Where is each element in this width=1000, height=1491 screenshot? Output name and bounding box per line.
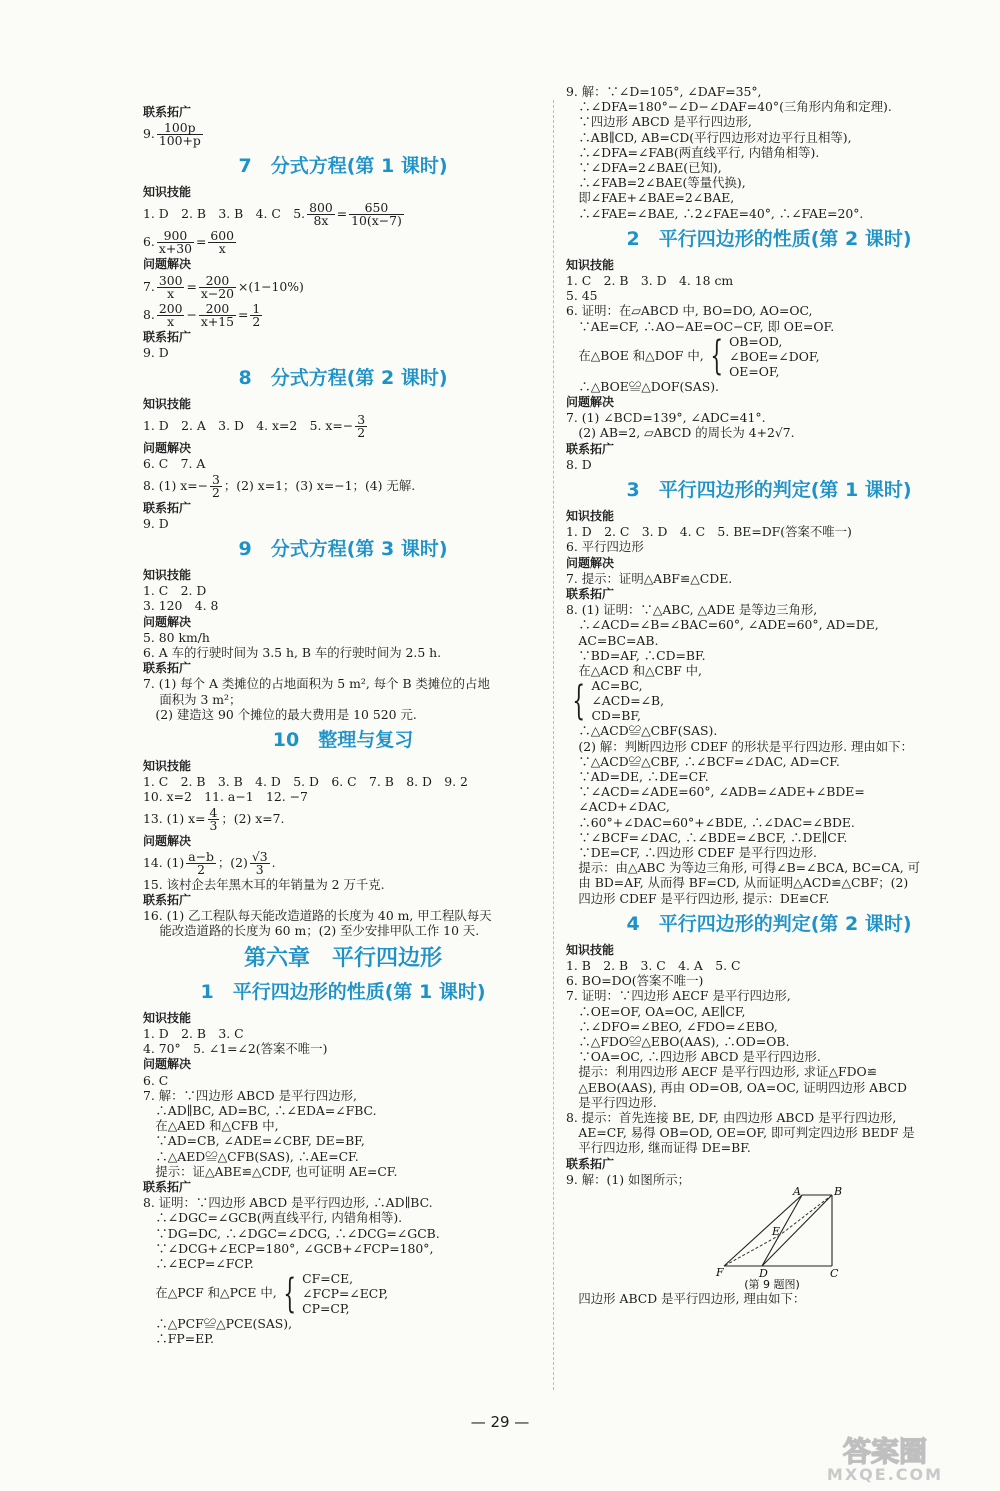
numerator: 600 — [210, 228, 235, 244]
numerator: 200 — [199, 275, 236, 288]
answer-line: ∵∠DFA=2∠BAE(已知), — [566, 160, 722, 176]
answer-line: 1. C 2. B 3. D 4. 18 cm — [566, 273, 734, 289]
answer-line: ∴△ACD≌△CBF(SAS). — [566, 723, 718, 739]
answer-line: AE=CF, 易得 OB=OD, OE=OF, 即可判定四边形 BEDF 是 — [566, 1125, 915, 1141]
brace-symbol: { — [572, 677, 586, 724]
denominator: 2 — [197, 861, 205, 877]
numerator: 3 — [212, 471, 220, 487]
subheading: 联系拓广 — [143, 105, 192, 119]
answer-line: 15. 该村企去年黑木耳的年销量为 2 万千克. — [143, 876, 385, 892]
denominator: x+30 — [158, 241, 192, 257]
answer-label: 9. — [143, 126, 155, 142]
denominator: 3 — [209, 817, 218, 833]
answer-line — [143, 805, 543, 833]
answer-line: ∴△PCF≌△PCE(SAS), — [143, 1316, 293, 1332]
answer-line: ∴AB∥CD, AB=CD(平行四边形对边平行且相等), — [566, 129, 852, 145]
brace-item: CP=CP, — [302, 1301, 350, 1317]
answer-line: ∴AD∥BC, AD=BC, ∴∠EDA=∠FBC. — [143, 1102, 377, 1118]
answer-line: 提示：证△ABE≌△CDF, 也可证明 AE=CF. — [143, 1163, 398, 1179]
subheading: 问题解决 — [143, 257, 192, 272]
answer-line: ∴OE=OF, OA=OC, AE∥CF, — [566, 1003, 746, 1019]
answer-line: 1. C 2. D — [143, 583, 207, 599]
answer-line: ∴∠FAE=∠BAE, ∴2∠FAE=40°, ∴∠FAE=20°. — [566, 205, 864, 221]
answer-line: (2) 解：判断四边形 CDEF 的形状是平行四边形. 理由如下： — [566, 738, 913, 754]
brace-item: ∠FCP=∠ECP, — [302, 1286, 389, 1302]
answer-tail: . — [271, 854, 276, 870]
watermark-domain: MXQE.COM — [826, 1465, 944, 1484]
equals: = — [238, 306, 249, 322]
answer-line: 6. 平行四边形 — [566, 539, 644, 555]
numerator: 650 — [349, 202, 404, 215]
answer-line: ∵DG=DC, ∴∠DGC=∠DCG, ∴∠DCG=∠GCB. — [143, 1225, 440, 1241]
answer-line: 提示：由△ABC 为等边三角形, 可得∠B=∠BCA, BC=CA, 可 — [566, 860, 920, 876]
fraction — [157, 272, 185, 301]
answer-line: ∵AE=CF, ∴AO−AE=OC−CF, 即 OE=OF. — [566, 318, 835, 334]
denominator: 2 — [357, 425, 366, 441]
equals: = — [195, 234, 207, 250]
section-title: 4 平行四边形的判定(第 2 课时) — [626, 912, 912, 935]
column-divider — [553, 100, 554, 1390]
answer-tail: ×(1−10%) — [238, 278, 304, 294]
subheading: 联系拓广 — [566, 587, 615, 602]
answer-line: 1. D 2. C 3. D 4. C 5. BE=DF(答案不唯一) — [566, 524, 852, 540]
answer-line: 5. 45 — [566, 288, 598, 304]
fraction — [250, 300, 262, 329]
fraction — [157, 230, 194, 255]
left-column — [143, 104, 543, 1347]
subheading: 知识技能 — [143, 1010, 192, 1025]
answer-line: ∴△BOE≌△DOF(SAS). — [566, 378, 719, 394]
answer-label: 8. — [143, 306, 155, 322]
answer-line: 7. 证明：∵四边形 AECF 是平行四边形, — [566, 988, 791, 1004]
numerator: 800 — [309, 200, 333, 216]
numerator: 300 — [158, 272, 183, 288]
denominator: 2 — [252, 313, 261, 329]
answer-line: ∵∠DCG+∠ECP=180°, ∠GCB+∠FCP=180°, — [143, 1240, 434, 1256]
answer-line: 面积为 3 m²； — [143, 691, 242, 707]
section-title: 10 整理与复习 — [272, 729, 414, 752]
answer-text: 8. (1) x=− — [143, 477, 209, 493]
answer-line: 在△ACD 和△CBF 中, — [566, 663, 702, 679]
answer-line: 8. D — [566, 456, 592, 472]
answer-line: 由 BD=AF, 从而得 BF=CD, 从而证明△ACD≌△CBF；(2) — [566, 875, 909, 891]
answer-line: ∵四边形 ABCD 是平行四边形, — [566, 114, 752, 130]
label-E: E — [772, 1224, 781, 1238]
answer-line: 16. (1) 乙工程队每天能改造道路的长度为 40 m, 甲工程队每天 — [143, 908, 492, 924]
denominator: 3 — [255, 861, 264, 877]
answer-line: ∴△FDO≌△EBO(AAS), ∴OD=OB. — [566, 1033, 790, 1049]
subheading: 知识技能 — [143, 397, 192, 412]
answer-line: ∴60°+∠DAC=60°+∠BDE, ∴∠DAC=∠BDE. — [566, 814, 855, 830]
answer-tail: ；(2) x=1；(3) x=−1；(4) 无解. — [223, 477, 416, 493]
brace-item: OE=OF, — [729, 363, 780, 379]
watermark-logo — [780, 1432, 990, 1484]
answer-line: 1. B 2. B 3. C 4. A 5. C — [566, 957, 741, 973]
label-D: D — [759, 1266, 768, 1280]
answer-line: 7. 解：∵四边形 ABCD 是平行四边形, — [143, 1087, 357, 1103]
figure-caption: (第 9 题图) — [744, 1277, 800, 1291]
fraction — [208, 804, 220, 833]
right-column — [566, 84, 972, 1306]
numerator: 4 — [209, 804, 218, 820]
answer-line — [143, 228, 543, 256]
answer-line: 6. BO=DO(答案不唯一) — [566, 973, 704, 989]
answer-line: 5. 80 km/h — [143, 629, 210, 645]
dashed-segment-EF — [724, 1235, 780, 1266]
brace-system — [566, 334, 972, 379]
numerator: 200 — [199, 303, 236, 316]
answer-line: 提示：利用四边形 AECF 是平行四边形, 求证△FDO≌ — [566, 1064, 878, 1080]
subheading: 联系拓广 — [566, 441, 615, 456]
answer-line — [143, 120, 543, 148]
denominator: 2 — [212, 484, 220, 500]
brace-item: CD=BF, — [591, 708, 641, 724]
subheading: 知识技能 — [143, 185, 192, 200]
denominator: x — [167, 285, 175, 301]
answer-line: 是平行四边形. — [566, 1094, 657, 1110]
numerator: 3 — [357, 412, 366, 428]
watermark-graphic — [780, 1432, 990, 1484]
answer-line: ∴FP=EP. — [143, 1331, 214, 1347]
section-title: 2 平行四边形的性质(第 2 课时) — [626, 227, 912, 250]
brace-lead: 在△PCF 和△PCE 中, — [143, 1285, 277, 1301]
fraction — [210, 471, 222, 500]
subheading: 知识技能 — [566, 942, 615, 957]
answer-line: ∵AD=DE, ∴DE=CF. — [566, 768, 709, 784]
label-F: F — [716, 1265, 724, 1279]
answer-line: 8. 提示：首先连接 BE, DF, 由四边形 ABCD 是平行四边形, — [566, 1109, 897, 1125]
answer-line: 四边形 ABCD 是平行四边形, 理由如下： — [566, 1290, 806, 1306]
answer-line: 1. C 2. B 3. B 4. D 5. D 6. C 7. B 8. D 9. 2 — [143, 774, 468, 790]
answer-text: 1. D 2. B 3. B 4. C 5. — [143, 206, 306, 222]
brace-symbol: { — [710, 333, 723, 380]
operator: − — [186, 306, 197, 322]
brace-system — [566, 678, 972, 723]
denominator: 8x — [313, 213, 329, 229]
fraction — [157, 122, 203, 147]
section-title: 1 平行四边形的性质(第 1 课时) — [200, 980, 486, 1003]
subheading: 问题解决 — [143, 833, 192, 848]
answer-line: 8. 证明：∵四边形 ABCD 是平行四边形, ∴AD∥BC. — [143, 1195, 433, 1211]
segment-AD — [762, 1195, 802, 1266]
parallelogram-diagram — [566, 1187, 972, 1291]
answer-line: ∴∠ACD=∠B=∠BAC=60°, ∠ADE=60°, AD=DE, — [566, 617, 879, 633]
answer-line: ∵∠BCF=∠DAC, ∴∠BDE=∠BCF, ∴DE∥CF. — [566, 829, 848, 845]
brace-item: ∠ACD=∠B, — [591, 693, 665, 709]
fraction — [307, 202, 335, 227]
answer-line — [143, 849, 543, 877]
brace-item: OB=OD, — [729, 333, 783, 349]
brace-lead: 在△BOE 和△DOF 中, — [566, 347, 704, 363]
subheading: 联系拓广 — [143, 1179, 192, 1194]
subheading: 联系拓广 — [143, 661, 192, 676]
answer-line: 9. 解：(1) 如图所示； — [566, 1171, 690, 1187]
watermark-logo-text: 答案圈 — [842, 1435, 928, 1468]
answer-line: ∵∠ACD=∠ADE=60°, ∠ADB=∠ADE+∠BDE= — [566, 784, 865, 800]
answer-line: (2) 建造这 90 个摊位的最大费用是 10 520 元. — [143, 706, 417, 722]
section-title: 9 分式方程(第 3 课时) — [238, 538, 448, 561]
answer-line: 10. x=2 11. a−1 12. −7 — [143, 789, 308, 805]
numerator: 100p — [157, 122, 203, 135]
answer-line: 9. 解：∵∠D=105°, ∠DAF=35°, — [566, 84, 762, 99]
answer-line: 9. D — [143, 515, 169, 531]
label-C: C — [830, 1266, 839, 1280]
subheading: 联系拓广 — [143, 893, 192, 908]
answer-line: ∴∠DFA=180°−∠D−∠DAF=40°(三角形内角和定理). — [566, 99, 892, 115]
section-title: 8 分式方程(第 2 课时) — [238, 367, 448, 390]
numerator: a−b — [188, 848, 214, 864]
denominator: x — [167, 313, 175, 329]
answer-line: ∵DE=CF, ∴四边形 CDEF 是平行四边形. — [566, 844, 817, 860]
answer-line: 4. 70° 5. ∠1=∠2(答案不唯一) — [143, 1041, 328, 1057]
answer-line: 9. D — [143, 344, 169, 360]
answer-line: ∴∠ECP=∠FCP. — [143, 1255, 254, 1271]
subheading: 联系拓广 — [566, 1156, 615, 1171]
answer-line: 6. A 车的行驶时间为 3.5 h, B 车的行驶时间为 2.5 h. — [143, 645, 442, 661]
answer-line: 1. D 2. B 3. C — [143, 1025, 244, 1041]
answer-line: (2) AB=2, ▱ABCD 的周长为 4+2√7. — [566, 425, 795, 441]
subheading: 知识技能 — [143, 568, 192, 583]
answer-line: 四边形 CDEF 是平行四边形, 提示：DE≌CF. — [566, 890, 830, 906]
dashed-segment-BE — [780, 1195, 832, 1235]
answer-line — [143, 472, 543, 500]
numerator: 200 — [158, 300, 183, 316]
answer-line: 7. (1) ∠BCD=139°, ∠ADC=41°. — [566, 410, 766, 426]
subheading: 知识技能 — [566, 257, 615, 272]
answer-line: 6. C 7. A — [143, 456, 206, 472]
answer-line: 在△AED 和△CFB 中, — [143, 1118, 279, 1134]
answer-line: ∵△ACD≌△CBF, ∴∠BCF=∠DAC, AD=CF. — [566, 753, 840, 769]
answer-line: ∴∠DFA=∠FAB(两直线平行, 内错角相等). — [566, 144, 820, 160]
subheading: 联系拓广 — [143, 500, 192, 515]
answer-line: ∠ACD+∠DAC, — [566, 799, 670, 815]
answer-line: 能改造道路的长度为 60 m；(2) 至少安排甲队工作 10 天. — [143, 923, 480, 939]
answer-line: ∴∠FAB=2∠BAE(等量代换), — [566, 175, 746, 191]
figure-9 — [566, 1187, 972, 1291]
answer-line: 6. C — [143, 1072, 169, 1088]
answer-line — [143, 412, 543, 440]
subheading: 问题解决 — [143, 614, 192, 629]
denominator: x−20 — [200, 285, 235, 301]
denominator: x — [218, 241, 226, 257]
label-A: A — [793, 1186, 801, 1198]
brace-item: AC=BC, — [591, 678, 643, 694]
label-B: B — [834, 1186, 843, 1198]
segment-AF — [724, 1195, 802, 1266]
answer-line: ∵OA=OC, ∴四边形 ABCD 是平行四边形. — [566, 1049, 821, 1065]
fraction — [355, 414, 367, 439]
answer-line: ∵AD=CB, ∠ADE=∠CBF, DE=BF, — [143, 1133, 365, 1149]
answer-line: 7. (1) 每个 A 类摊位的占地面积为 5 m², 每个 B 类摊位的占地 — [143, 676, 490, 692]
answer-mid: ；(2) — [217, 854, 248, 870]
subheading: 联系拓广 — [143, 329, 192, 344]
answer-line: ∵BD=AF, ∴CD=BF. — [566, 647, 706, 663]
answer-line: △EBO(AAS), 再由 OD=OB, OA=OC, 证明四边形 ABCD — [566, 1079, 907, 1095]
answer-line: 即∠FAE+∠BAE=2∠BAE, — [566, 190, 735, 206]
numerator: 1 — [252, 300, 261, 316]
answer-line — [143, 273, 543, 301]
page-number: — 29 — — [470, 1413, 530, 1431]
subheading: 知识技能 — [566, 509, 615, 524]
answer-text: 14. (1) — [143, 854, 185, 870]
brace-item: ∠BOE=∠DOF, — [729, 348, 820, 364]
answer-line: ∴∠DGC=∠GCB(两直线平行, 内错角相等). — [143, 1210, 403, 1226]
answer-line: 8. (1) 证明：∵△ABC, △ADE 是等边三角形, — [566, 602, 818, 618]
answer-label: 6. — [143, 234, 155, 250]
fraction — [199, 300, 236, 329]
fraction — [157, 300, 185, 329]
brace-item: CF=CE, — [302, 1271, 354, 1287]
answer-line — [143, 301, 543, 329]
subheading: 问题解决 — [143, 1057, 192, 1072]
answer-label: 7. — [143, 278, 155, 294]
answer-line: ∴△AED≌△CFB(SAS), ∴AE=CF. — [143, 1148, 359, 1164]
answer-line: 6. 证明：在▱ABCD 中, BO=DO, AO=OC, — [566, 303, 813, 319]
answer-line: 3. 120 4. 8 — [143, 598, 219, 614]
answer-text: 1. D 2. A 3. D 4. x=2 5. x=− — [143, 418, 354, 434]
section-title: 7 分式方程(第 1 课时) — [238, 155, 448, 178]
answer-line: ∴∠DFO=∠BEO, ∠FDO=∠EBO, — [566, 1018, 778, 1034]
answer-line: 7. 提示：证明△ABF≌△CDE. — [566, 570, 733, 586]
answer-line: AC=BC=AB. — [566, 632, 659, 648]
equals: = — [336, 206, 348, 222]
answer-line: 平行四边形, 继而证得 DE=BF. — [566, 1140, 751, 1156]
subheading: 问题解决 — [143, 441, 192, 456]
denominator: 100+p — [158, 133, 201, 149]
fraction — [250, 848, 270, 877]
numerator: √3 — [251, 848, 268, 864]
subheading: 问题解决 — [566, 555, 615, 570]
brace-system — [143, 1271, 543, 1316]
subheading: 知识技能 — [143, 759, 192, 774]
section-title: 3 平行四边形的判定(第 1 课时) — [626, 479, 912, 502]
answer-line — [143, 200, 543, 228]
equals: = — [186, 278, 197, 294]
answer-text: 13. (1) x= — [143, 810, 206, 826]
fraction — [349, 202, 404, 227]
denominator: x+15 — [200, 313, 235, 329]
answer-tail: ；(2) x=7. — [221, 810, 285, 826]
fraction — [208, 230, 236, 255]
brace-symbol: { — [283, 1270, 296, 1317]
chapter-title: 第六章 平行四边形 — [243, 945, 442, 971]
subheading: 问题解决 — [566, 395, 615, 410]
fraction — [199, 272, 236, 301]
numerator: 900 — [157, 230, 194, 243]
denominator: 10(x−7) — [351, 213, 402, 229]
fraction — [186, 848, 216, 877]
